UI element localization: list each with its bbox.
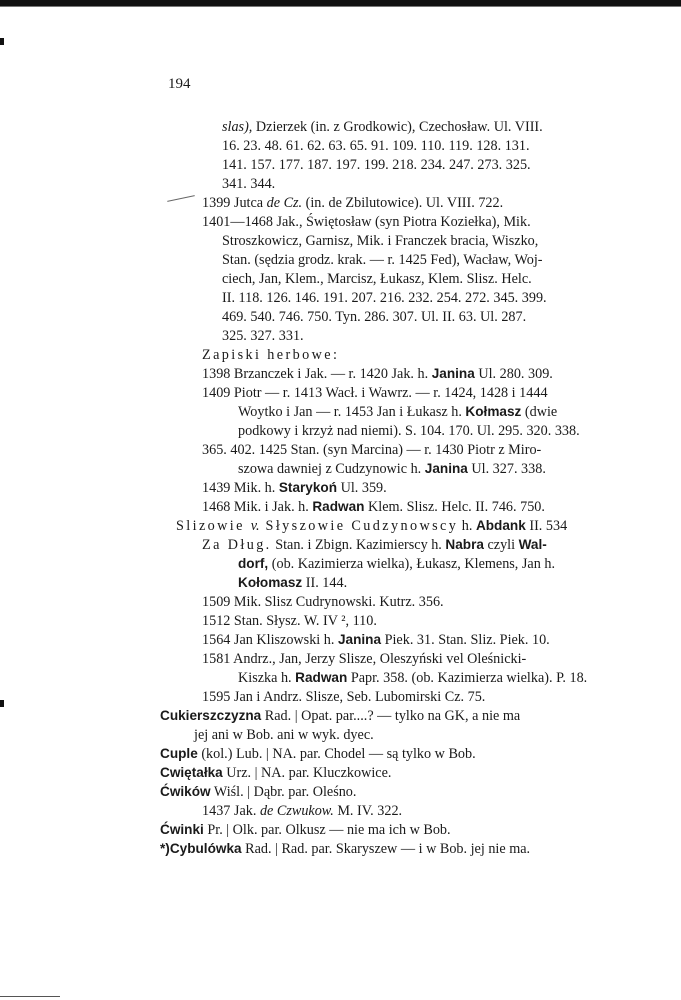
text-line: 1398 Brzanczek i Jak. — r. 1420 Jak. h. Janina Ul. 280. 309.	[202, 366, 553, 382]
text-line: jej ani w Bob. ani w wyk. dyec.	[194, 727, 374, 743]
text-line: dorf, (ob. Kazimierza wielka), Łukasz, Klemens, Jan h.	[238, 556, 556, 572]
text-line: 1564 Jan Kliszowski h. Janina Piek. 31. Stan. Sliz. Piek. 10.	[202, 632, 550, 648]
text-line: Woytko i Jan — r. 1453 Jan i Łukasz h. Kołmasz (dwie	[238, 404, 558, 420]
text-line: Kołomasz II. 144.	[238, 575, 348, 591]
text-line: 16. 23. 48. 61. 62. 63. 65. 91. 109. 110. 119. 128. 131.	[222, 138, 530, 154]
text-line: Slizowie v. Słyszowie Cudzynowscy h. Abdank II. 534	[176, 518, 568, 534]
text-line: slas), Dzierzek (in. z Grodkowic), Czechosław. Ul. VIII.	[222, 119, 543, 135]
text-line: II. 118. 126. 146. 191. 207. 216. 232. 254. 272. 345. 399.	[222, 290, 547, 306]
pencil-mark	[167, 195, 195, 202]
text-line: 341. 344.	[222, 176, 276, 192]
text-line: 325. 327. 331.	[222, 328, 304, 344]
entry-line: Cwiętałka Urz. | NA. par. Kluczkowice.	[160, 765, 392, 781]
text-line: 1581 Andrz., Jan, Jerzy Slisze, Oleszyński vel Oleśnicki-	[202, 651, 527, 667]
text-line: 141. 157. 177. 187. 197. 199. 218. 234. 247. 273. 325.	[222, 157, 531, 173]
entry-line: Ćwików Wiśl. | Dąbr. par. Oleśno.	[160, 784, 357, 800]
text-line: 1409 Piotr — r. 1413 Wacł. i Wawrz. — r. 1424, 1428 i 1444	[202, 385, 548, 401]
text-line: Stan. (sędzia grodz. krak. — r. 1425 Fed), Wacław, Woj-	[222, 252, 543, 268]
text-line: 469. 540. 746. 750. Tyn. 286. 307. Ul. II. 63. Ul. 287.	[222, 309, 527, 325]
text-line: 1437 Jak. de Czwukow. M. IV. 322.	[202, 803, 403, 819]
scan-bottom-line	[0, 996, 60, 997]
text-line: Stroszkowicz, Garnisz, Mik. i Franczek bracia, Wiszko,	[222, 233, 539, 249]
text-line: ciech, Jan, Klem., Marcisz, Łukasz, Klem. Slisz. Helc.	[222, 271, 532, 287]
entry-line: Cukierszczyzna Rad. | Opat. par....? — tylko na GK, a nie ma	[160, 708, 521, 724]
text-line: podkowy i krzyż nad niemi). S. 104. 170. Ul. 295. 320. 338.	[238, 423, 580, 439]
entry-line: *)Cybulówka Rad. | Rad. par. Skaryszew — i w Bob. jej nie ma.	[160, 841, 531, 857]
scan-edge-mark	[0, 38, 4, 45]
text-line: Kiszka h. Radwan Papr. 358. (ob. Kazimierza wielka). P. 18.	[238, 670, 588, 686]
text-line: szowa dawniej z Cudzynowic h. Janina Ul. 327. 338.	[238, 461, 546, 477]
scan-edge-mark	[0, 700, 4, 707]
text-line: 1468 Mik. i Jak. h. Radwan Klem. Slisz. Helc. II. 746. 750.	[202, 499, 545, 515]
page-number: 194	[168, 76, 191, 92]
text-line: 1399 Jutca de Cz. (in. de Zbilutowice). Ul. VIII. 722.	[202, 195, 504, 211]
entry-line: Cuple (kol.) Lub. | NA. par. Chodel — są tylko w Bob.	[160, 746, 476, 762]
text-line: 1595 Jan i Andrz. Slisze, Seb. Lubomirski Cz. 75.	[202, 689, 486, 705]
text-line: 1512 Stan. Słysz. W. IV ², 110.	[202, 613, 377, 629]
text-line: 1439 Mik. h. Starykoń Ul. 359.	[202, 480, 387, 496]
entry-line: Ćwinki Pr. | Olk. par. Olkusz — nie ma ich w Bob.	[160, 822, 451, 838]
section-heading: Zapiski herbowe:	[202, 347, 340, 363]
scan-top-border-shadow	[0, 6, 681, 7]
text-line: Za Dług. Stan. i Zbign. Kazimierscy h. Nabra czyli Wal-	[202, 537, 547, 553]
text-line: 1401—1468 Jak., Świętosław (syn Piotra Koziełka), Mik.	[202, 214, 531, 230]
text-line: 1509 Mik. Slisz Cudrynowski. Kutrz. 356.	[202, 594, 444, 610]
text-line: 365. 402. 1425 Stan. (syn Marcina) — r. 1430 Piotr z Miro-	[202, 442, 542, 458]
